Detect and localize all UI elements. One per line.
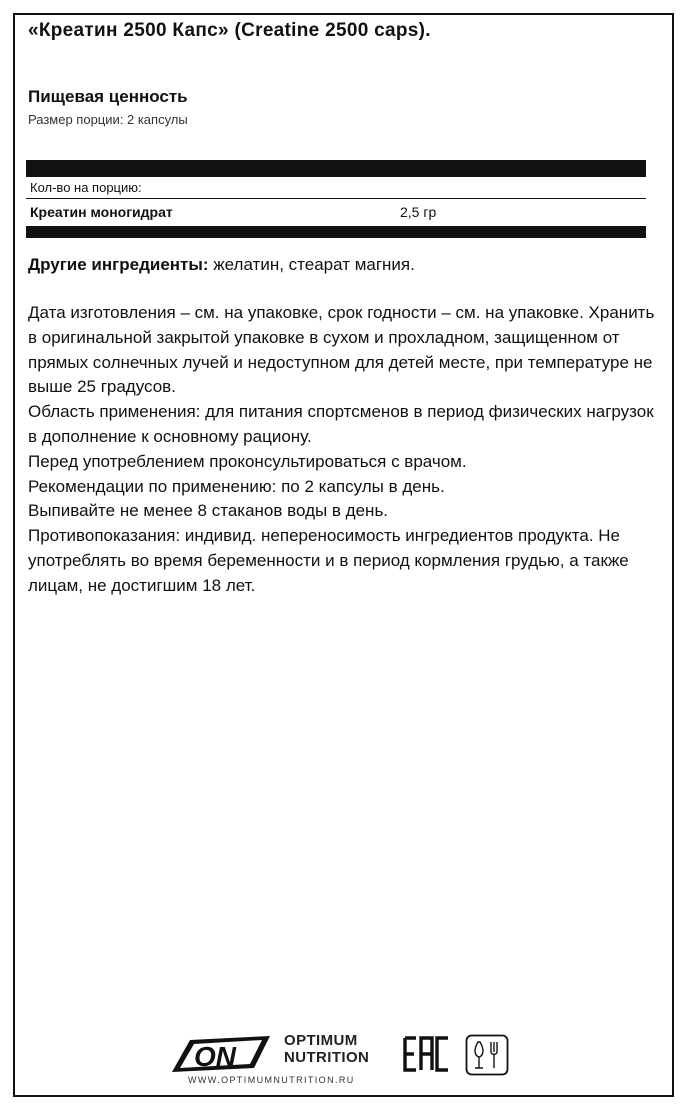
ingredient-name: Креатин моногидрат [30, 204, 173, 220]
per-serving-label: Кол-во на порцию: [26, 177, 646, 199]
ingredient-amount: 2,5 гр [400, 204, 437, 220]
other-ingredients-value: желатин, стеарат магния. [208, 255, 415, 274]
product-title: «Креатин 2500 Капс» (Creatine 2500 caps). [28, 20, 431, 41]
table-row [26, 199, 646, 226]
water-paragraph: Выпивайте не менее 8 стаканов воды в день. [28, 501, 389, 521]
brand-line-2: NUTRITION [284, 1049, 370, 1066]
usage-area-paragraph: Область применения: для питания спортсменов в период физических нагрузок в дополнение к основному рациону. [28, 402, 654, 446]
brand-url: WWW.OPTIMUMNUTRITION.RU [188, 1075, 355, 1085]
table-top-bar [26, 160, 646, 175]
product-info [28, 301, 660, 599]
svg-text:ON: ON [194, 1041, 236, 1072]
footer [166, 1028, 516, 1090]
dosage-paragraph: Рекомендации по применению: по 2 капсулы в день. [28, 476, 445, 496]
other-ingredients-label: Другие ингредиенты: [28, 255, 209, 274]
table-bottom-bar [26, 226, 646, 238]
nutrition-table [26, 160, 646, 238]
serving-size: Размер порции: 2 капсулы [28, 112, 188, 127]
storage-paragraph: Дата изготовления – см. на упаковке, срок годности – см. на упаковке. Хранить в оригинальной закрытой упаковке в сухом и прохладном, защищенном от прямых солнечных лучей и недоступном для детей месте, при температуре не выше 25 градусов. [28, 303, 655, 397]
food-contact-icon [465, 1034, 509, 1076]
nutrition-heading: Пищевая ценность [28, 87, 188, 106]
brand-name [284, 1032, 369, 1066]
other-ingredients [28, 255, 415, 275]
on-logo-icon [166, 1032, 276, 1076]
brand-line-1: OPTIMUM [284, 1032, 358, 1049]
contraindications-paragraph: Противопоказания: индивид. непереносимость ингредиентов продукта. Не употреблять во время беременности и в период кормления грудью, а также лицам, не достигшим 18 лет. [28, 526, 629, 595]
consult-paragraph: Перед употреблением проконсультироваться с врачом. [28, 451, 467, 471]
eac-icon [403, 1036, 451, 1072]
